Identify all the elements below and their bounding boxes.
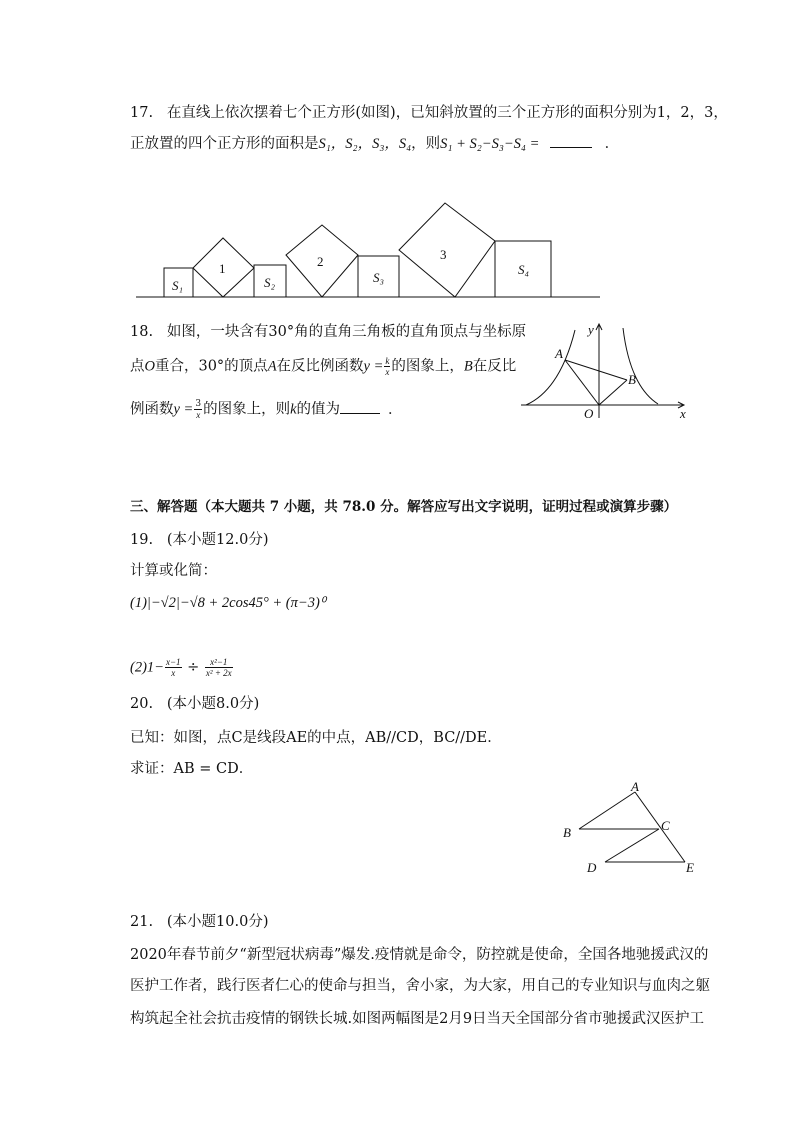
q17-then: ，则 (411, 136, 441, 152)
q18-label-a: A (555, 346, 563, 361)
q20-number: 20. (130, 696, 154, 712)
q18-func2-den: x (196, 410, 201, 420)
q18-func1-den: x (385, 367, 390, 377)
q17-answer-blank[interactable] (550, 147, 592, 148)
q18-answer-blank[interactable] (340, 413, 380, 414)
q20-given: 已知：如图，点C是线段AE的中点，AB//CD，BC//DE． (130, 730, 502, 746)
q19-part-1: (1)|−√2|−√8 + 2cos45° + (π−3)⁰ (130, 595, 326, 611)
q17-number: 17. (130, 105, 154, 121)
q17-expression: S₁ + S₂−S₃−S₄ = (440, 136, 540, 152)
q17-label-1: 1 (219, 261, 226, 276)
q21-text-line-3: 构筑起全社会抗击疫情的钢铁长城.如图两幅图是2月9日当天全国部分省市驰援武汉医护工 (130, 1011, 705, 1027)
q20-label-b: B (563, 825, 571, 840)
q18-text-2c: 在反比例函数 (276, 358, 364, 375)
q20-figure (555, 780, 705, 880)
q18-text-2b: 重合，30°的顶点 (154, 358, 268, 375)
q18-func2-lhs: y = (173, 401, 194, 418)
q17-figure (130, 195, 610, 305)
q19-fraction-2-num: x²−1 (205, 657, 233, 668)
q18-text-3c: 的值为 (296, 401, 341, 418)
q18-number: 18. (130, 324, 154, 340)
q19-fraction-1 (165, 657, 182, 678)
q19-part2-prefix: (2)1− (130, 659, 164, 676)
q20-points: (本小题8.0分) (166, 696, 260, 712)
q21-text-line-2: 医护工作者，践行医者仁心的使命与担当，舍小家，为大家，用自己的专业知识与血肉之躯 (130, 978, 710, 994)
q17-line-1 (130, 103, 728, 123)
q20-header (130, 694, 259, 714)
q18-label-y: y (588, 322, 594, 337)
q20-segment-ae (635, 792, 685, 862)
q17-label-2: 2 (317, 254, 324, 269)
q19-header (130, 530, 269, 550)
q20-label-a: A (631, 780, 639, 794)
q19-fraction-1-den: x (171, 668, 176, 678)
q19-divide-sign: ÷ (187, 659, 200, 676)
q17-vars: S₁，S₂，S₃，S₄ (318, 136, 412, 152)
q18-curve-left (526, 330, 575, 405)
q19-instruction: 计算或化简： (130, 563, 217, 579)
q18-func1-lhs: y = (363, 358, 384, 375)
q21-text-line-1: 2020年春节前夕“新型冠状病毒”爆发.疫情就是命令，防控就是使命，全国各地驰援武汉的 (130, 947, 709, 963)
q18-period: ． (388, 401, 403, 418)
q17-text-1: 在直线上依次摆着七个正方形(如图)，已知斜放置的三个正方形的面积分别为1，2，3， (166, 105, 728, 121)
q17-square-3 (399, 203, 495, 297)
q18-text-2d: 的图象上， (391, 358, 464, 375)
q20-label-c: C (661, 818, 670, 833)
q17-label-3: 3 (440, 247, 447, 262)
q18-func2-num: 3 (195, 399, 202, 409)
q20-segment-cd (605, 829, 659, 862)
q18-func1-num: k (385, 356, 390, 366)
q20-label-e: E (686, 860, 694, 875)
q17-label-s2: S₂ (264, 275, 276, 290)
q17-text-2: 正放置的四个正方形的面积是 (130, 136, 319, 152)
section3-title: 三、解答题（本大题共 7 小题，共 78.0 分。解答应写出文字说明，证明过程或演算步骤） (130, 499, 678, 515)
q18-label-b: B (628, 372, 636, 387)
q17-label-s1: S₁ (172, 278, 184, 293)
q18-var-a: A (267, 358, 277, 375)
q17-period: ． (604, 136, 620, 152)
q18-label-o: O (584, 406, 594, 421)
q19-number: 19. (130, 532, 154, 548)
q21-points: (本小题10.0分) (166, 914, 269, 930)
q18-text-2a: 点 (130, 358, 145, 375)
q18-text-3b: 的图象上，则 (203, 401, 291, 418)
q18-figure (518, 318, 694, 424)
q18-label-x: x (680, 406, 686, 421)
q21-number: 21. (130, 914, 154, 930)
q17-label-s3: S₃ (373, 270, 385, 285)
q18-var-b: B (463, 358, 473, 375)
q20-label-d: D (587, 860, 597, 875)
q19-points: (本小题12.0分) (166, 532, 269, 548)
q21-header (130, 912, 269, 932)
q19-part-2 (130, 657, 234, 678)
q18-text-1: 如图，一块含有30°角的直角三角板的直角顶点与坐标原 (166, 324, 527, 340)
q18-text-3a: 例函数 (130, 401, 174, 418)
q18-line-2 (130, 356, 516, 377)
q18-line-1 (130, 322, 526, 342)
q17-label-s4: S₄ (518, 262, 530, 277)
q19-fraction-2 (205, 657, 233, 678)
q17-line-2 (130, 134, 619, 154)
q18-segment-ob (599, 380, 627, 405)
q20-prove: 求证：AB = CD． (130, 761, 254, 777)
q18-var-o: O (144, 358, 155, 375)
q18-segment-ab (565, 360, 627, 380)
q18-segment-oa (565, 360, 599, 405)
q18-curve-right (623, 328, 658, 404)
q19-fraction-1-num: x−1 (165, 657, 181, 667)
q18-text-2e: 在反比 (472, 358, 517, 375)
q18-func1-fraction (384, 356, 390, 377)
q19-fraction-2-den: x² + 2x (205, 668, 232, 678)
q18-line-3 (130, 399, 403, 420)
q18-func2-fraction (194, 399, 202, 420)
q20-segment-ab (579, 792, 635, 829)
q18-var-k: k (290, 401, 297, 418)
